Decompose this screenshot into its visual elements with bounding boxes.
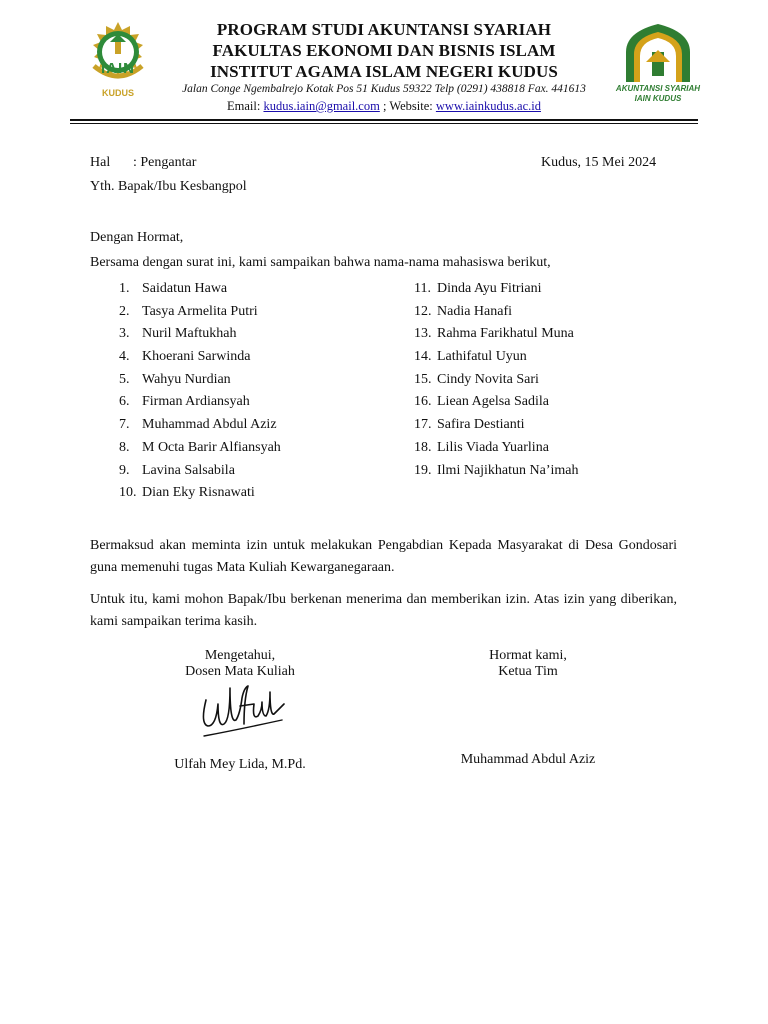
list-item [119,484,389,507]
left-sign-line-2: Dosen Mata Kuliah [185,664,295,679]
list-item [414,325,694,348]
right-sign-line-1: Hormat kami, [489,648,567,663]
header-line-1: PROGRAM STUDI AKUNTANSI SYARIAH [216,20,552,39]
list-item-number: 1. [119,281,130,296]
right-sign-name: Muhammad Abdul Aziz [460,752,596,767]
list-item-number: 7. [119,417,130,433]
logo-mark-text: IAIN [101,60,135,77]
list-item [414,371,694,394]
header-line-3: INSTITUT AGAMA ISLAM NEGERI KUDUS [210,62,558,81]
list-item-name: Ilmi Najikhatun Na’imah [437,462,579,478]
handwritten-signature [196,680,292,744]
list-item-name: Liean Agelsa Sadila [437,394,549,410]
paragraph-request: Untuk itu, kami mohon Bapak/Ibu berkenan menerima dan memberikan izin. Atas izin yang diberikan, kami sampaikan terima kasih. [90,592,677,629]
list-item [119,393,389,416]
list-item-number: 10. [119,485,137,501]
list-item-number: 11. [414,281,431,296]
hal-label: Hal [90,155,111,170]
list-item-number: 2. [119,303,130,319]
student-list-left [119,280,389,507]
list-item-name: Lathifatul Uyun [437,349,527,365]
email-label: Email: [227,99,264,113]
list-item-name: Firman Ardiansyah [142,394,250,410]
list-item-name: Tasya Armelita Putri [142,303,258,319]
list-item-name: Khoerani Sarwinda [142,349,251,365]
place-date: Kudus, 15 Mei 2024 [541,155,657,170]
left-sign-line-1: Mengetahui, [204,648,276,663]
list-item-number: 5. [119,371,130,387]
list-item-name: M Octa Barir Alfiansyah [142,439,281,455]
website-label: ; Website: [379,99,436,113]
list-item [414,393,694,416]
list-item-name: Dinda Ayu Fitriani [437,281,542,296]
recipient: Yth. Bapak/Ibu Kesbangpol [90,179,247,194]
list-item [119,462,389,485]
list-item-name: Nadia Hanafi [437,303,513,319]
list-item [414,348,694,371]
paragraph-purpose: Bermaksud akan meminta izin untuk melakukan Pengabdian Kepada Masyarakat di Desa Gondosari guna memenuhi tugas Mata Kuliah Kewarganegaraan. [90,538,677,575]
list-item [414,462,694,485]
left-sign-name: Ulfah Mey Lida, M.Pd. [174,757,306,772]
logo-caption-2: IAIN KUDUS [634,94,682,103]
list-item-number: 17. [414,417,432,433]
list-item [119,416,389,439]
list-item [414,303,694,326]
header-address: Jalan Conge Ngembalrejo Kotak Pos 51 Kudus 59322 Telp (0291) 438818 Fax. 441613 [182,83,586,95]
list-item-name: Nuril Maftukhah [142,326,237,342]
list-item [119,303,389,326]
list-item-name: Lilis Viada Yuarlina [437,439,549,455]
hal-value: : Pengantar [133,155,197,170]
list-item [119,439,389,462]
list-item-number: 13. [414,326,432,342]
list-item-number: 16. [414,394,432,410]
right-sign-line-2: Ketua Tim [498,664,558,679]
list-item-name: Wahyu Nurdian [142,371,231,387]
website-link[interactable]: www.iainkudus.ac.id [435,99,541,113]
list-item-number: 8. [119,439,130,455]
list-item-name: Muhammad Abdul Aziz [142,417,277,433]
list-item-number: 14. [414,349,432,365]
list-item [414,280,694,303]
list-item-name: Cindy Novita Sari [437,371,539,387]
list-item-name: Rahma Farikhatul Muna [437,326,574,342]
greeting: Dengan Hormat, [90,230,184,245]
list-item-number: 9. [119,462,130,478]
list-item [414,416,694,439]
list-item [119,325,389,348]
list-item-name: Lavina Salsabila [142,462,235,478]
header-contact [0,99,768,114]
list-item [119,371,389,394]
list-item [414,439,694,462]
list-item-number: 4. [119,349,130,365]
header-line-2: FAKULTAS EKONOMI DAN BISNIS ISLAM [212,41,556,60]
list-item-name: Dian Eky Risnawati [142,485,255,501]
list-item [119,280,389,303]
student-list-right [414,280,694,484]
list-item [119,348,389,371]
logo-caption-1: AKUNTANSI SYARIAH [615,84,701,93]
list-item-number: 3. [119,326,130,342]
email-link[interactable]: kudus.iain@gmail.com [263,99,380,113]
intro-text: Bersama dengan surat ini, kami sampaikan bahwa nama-nama mahasiswa berikut, [90,255,551,270]
list-item-number: 6. [119,394,130,410]
list-item-number: 18. [414,439,432,455]
list-item-number: 12. [414,303,432,319]
list-item-name: Saidatun Hawa [142,281,228,296]
header-rule-thin [70,123,698,124]
list-item-number: 15. [414,371,432,387]
list-item-name: Safira Destianti [437,417,525,433]
list-item-number: 19. [414,462,432,478]
header-rule-thick [70,119,698,121]
logo-caption: KUDUS [101,88,134,98]
